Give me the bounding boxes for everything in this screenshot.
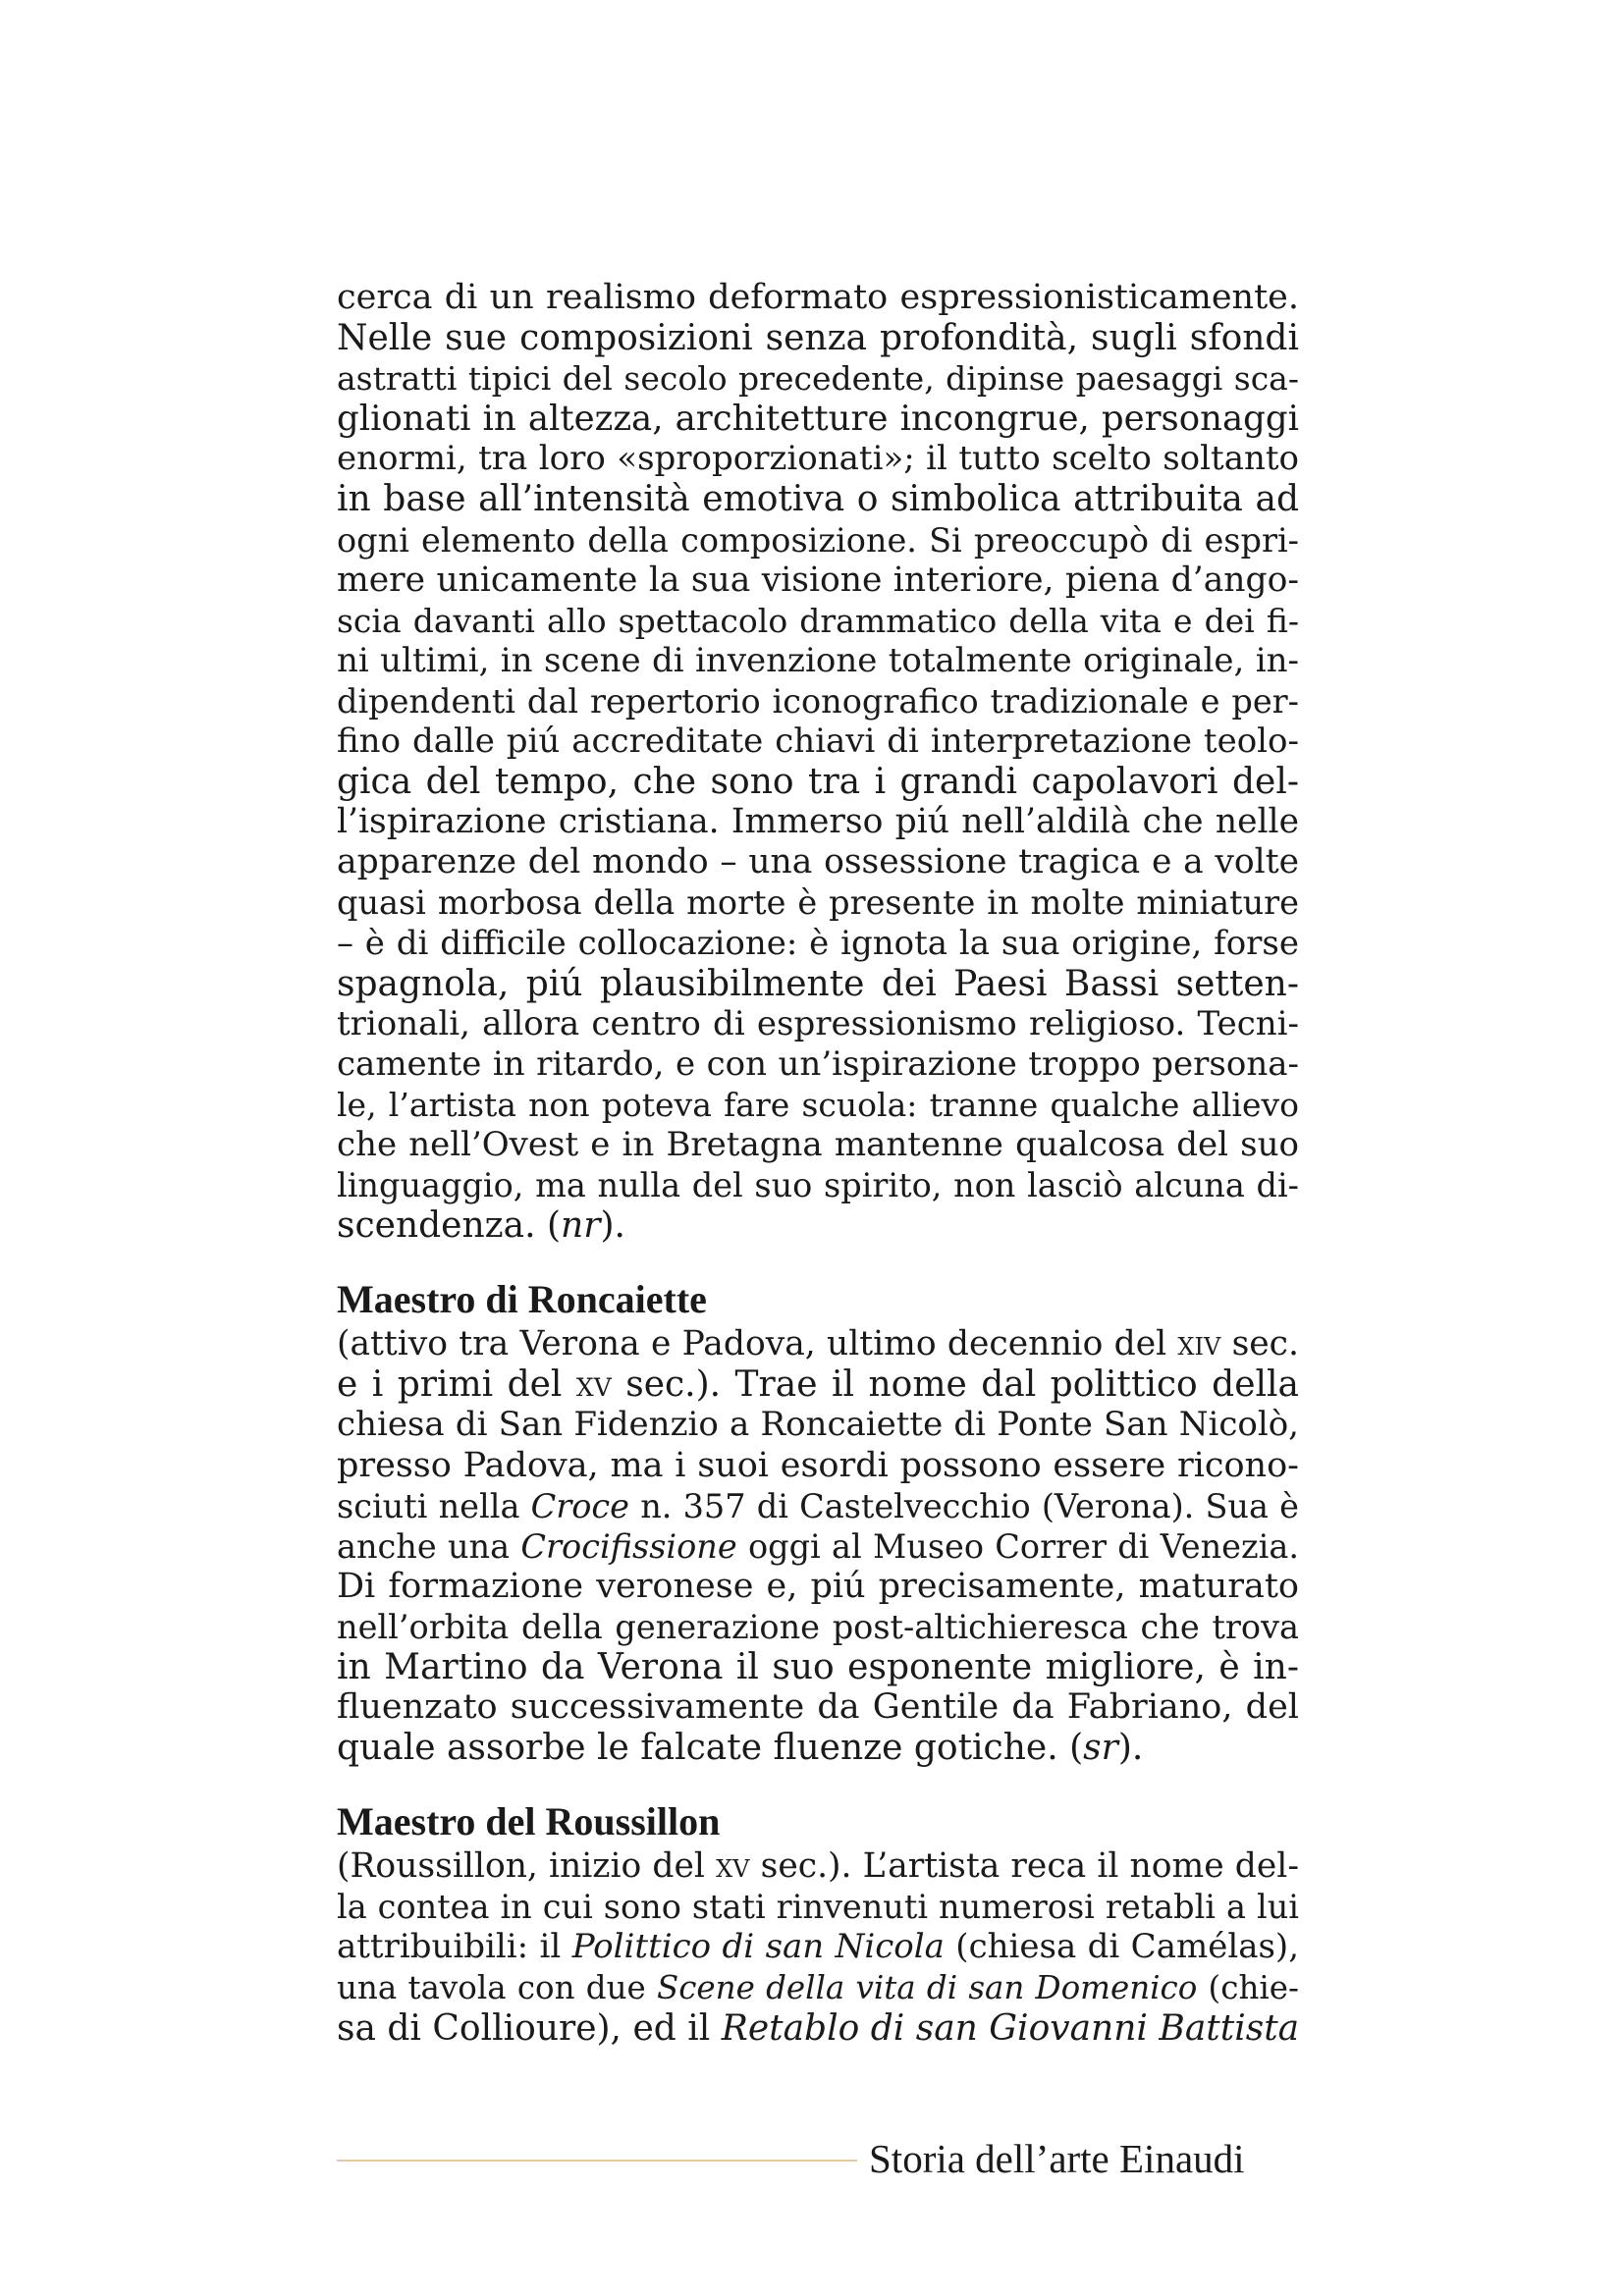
text-line: che nell’Ovest e in Bretagna mantenne qualcosa del suo bbox=[337, 1124, 1299, 1164]
author-sigla: nr bbox=[561, 1205, 601, 1247]
entry-heading: Maestro del Roussillon bbox=[337, 1799, 721, 1844]
text-line: e i primi del xv sec.). Trae il nome dal polittico della bbox=[337, 1364, 1299, 1406]
text-line: camente in ritardo, e con un’ispirazione troppo persona- bbox=[337, 1043, 1299, 1084]
footer-rule bbox=[337, 2160, 857, 2162]
entry-maestro-di-roncaiette bbox=[337, 1278, 1299, 1768]
text-line: mere unicamente la sua visione interiore, piena d’ango- bbox=[337, 560, 1299, 600]
text-line: le, l’artista non poteva fare scuola: tranne qualche allievo bbox=[337, 1085, 1299, 1124]
text-line: glionati in altezza, architetture incongrue, personaggi bbox=[337, 399, 1299, 440]
text-line: fino dalle piú accreditate chiavi di interpretazione teolo- bbox=[337, 721, 1299, 762]
footer-title: Storia dell’arte Einaudi bbox=[869, 2136, 1245, 2181]
text-line: chiesa di San Fidenzio a Roncaiette di Ponte San Nicolò, bbox=[337, 1405, 1299, 1445]
text-line: apparenze del mondo – una ossessione tragica e a volte bbox=[337, 842, 1299, 882]
text-line: ni ultimi, in scene di invenzione totalmente originale, in- bbox=[337, 640, 1299, 680]
author-sigla: sr bbox=[1083, 1728, 1118, 1769]
text-line: nell’orbita della generazione post-altichieresca che trova bbox=[337, 1607, 1299, 1646]
text-line: astratti tipici del secolo precedente, dipinse paesaggi sca- bbox=[337, 359, 1299, 399]
entry-heading: Maestro di Roncaiette bbox=[337, 1277, 707, 1322]
entry-continuation bbox=[337, 278, 1299, 1246]
text-line: attribuibili: il Polittico di san Nicola (chiesa di Camélas), bbox=[337, 1927, 1299, 1967]
entry-maestro-del-roussillon bbox=[337, 1800, 1299, 2048]
text-line: in Martino da Verona il suo esponente migliore, è in- bbox=[337, 1647, 1299, 1687]
text-line: dipendenti dal repertorio iconografico tradizionale e per- bbox=[337, 681, 1299, 721]
text-line: Nelle sue composizioni senza profondità, sugli sfondi bbox=[337, 318, 1299, 359]
text-line: quale assorbe le falcate fluenze gotiche. (sr). bbox=[337, 1728, 1144, 1769]
text-line: sciuti nella Croce n. 357 di Castelvecchio (Verona). Sua è bbox=[337, 1486, 1299, 1525]
text-line: l’ispirazione cristiana. Immerso piú nell’aldilà che nelle bbox=[337, 802, 1299, 842]
text-line: gica del tempo, che sono tra i grandi capolavori del- bbox=[337, 762, 1299, 803]
text-line: anche una Crocifissione oggi al Museo Correr di Venezia. bbox=[337, 1526, 1299, 1566]
text-line: una tavola con due Scene della vita di san Domenico (chie- bbox=[337, 1968, 1299, 2006]
text-line: sa di Collioure), ed il Retablo di san Giovanni Battista bbox=[337, 2007, 1300, 2049]
text-line: quasi morbosa della morte è presente in molte miniature bbox=[337, 883, 1299, 923]
text-line: trionali, allora centro di espressionismo religioso. Tecni- bbox=[337, 1003, 1299, 1043]
text-line: spagnola, piú plausibilmente dei Paesi Bassi setten- bbox=[337, 963, 1299, 1004]
text-line: ogni elemento della composizione. Si preoccupò di espri- bbox=[337, 520, 1299, 560]
text-line: (Roussillon, inizio del xv sec.). L’artista reca il nome del- bbox=[337, 1846, 1299, 1887]
text-line: – è di difficile collocazione: è ignota la sua origine, forse bbox=[337, 923, 1299, 963]
page-body bbox=[337, 278, 1299, 2049]
text-line: Di formazione veronese e, piú precisamente, maturato bbox=[337, 1566, 1299, 1606]
text-line: presso Padova, ma i suoi esordi possono essere ricono- bbox=[337, 1445, 1299, 1485]
text-line: linguaggio, ma nulla del suo spirito, non lasciò alcuna di- bbox=[337, 1166, 1299, 1205]
text-line: enormi, tra loro «sproporzionati»; il tutto scelto soltanto bbox=[337, 439, 1299, 479]
text-line: la contea in cui sono stati rinvenuti numerosi retabli a lui bbox=[337, 1888, 1299, 1927]
text-line: in base all’intensità emotiva o simbolica attribuita ad bbox=[337, 479, 1299, 520]
text-line: fluenzato successivamente da Gentile da Fabriano, del bbox=[337, 1687, 1299, 1728]
text-line: cerca di un realismo deformato espressionisticamente. bbox=[337, 278, 1299, 317]
text-line: scia davanti allo spettacolo drammatico della vita e dei fi- bbox=[337, 601, 1299, 640]
text-line: (attivo tra Verona e Padova, ultimo decennio del xiv sec. bbox=[337, 1324, 1299, 1364]
text-line: scendenza. (nr). bbox=[337, 1205, 625, 1247]
